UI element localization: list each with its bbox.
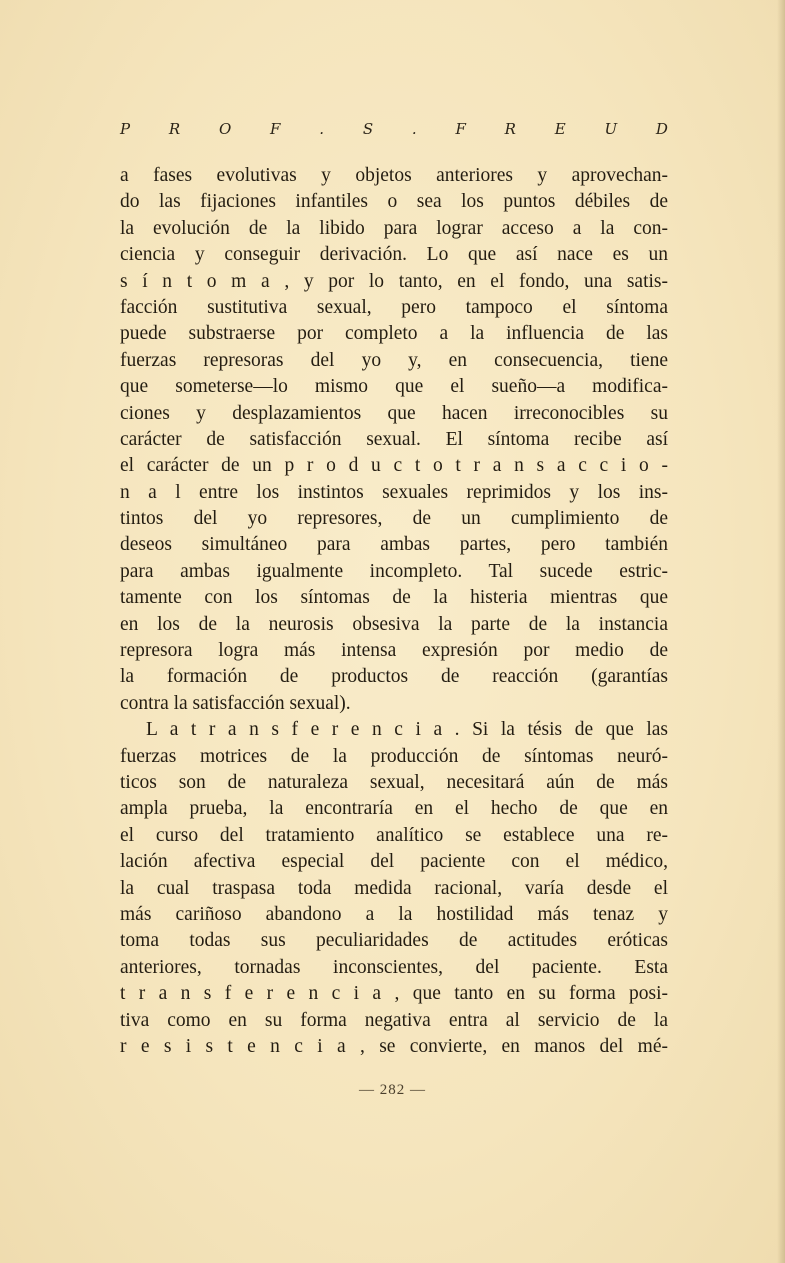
text-line: represora logra más intensa expresión por medio de bbox=[120, 640, 668, 662]
text-line: el curso del tratamiento analítico se establece una re- bbox=[120, 824, 668, 846]
text-line: para ambas igualmente incompleto. Tal sucede estric- bbox=[120, 560, 668, 582]
page-edge-shadow bbox=[777, 0, 785, 1263]
text-line: anteriores, tornadas inconscientes, del paciente. Esta bbox=[120, 956, 668, 978]
text-line: a fases evolutivas y objetos anteriores y aprovechan- bbox=[120, 165, 668, 186]
text-line: r e s i s t e n c i a , se convierte, en manos del mé- bbox=[120, 1035, 668, 1057]
text-line: facción sustitutiva sexual, pero tampoco el síntoma bbox=[120, 296, 668, 318]
text-line: deseos simultáneo para ambas partes, pero también bbox=[120, 534, 668, 556]
text-line: el carácter de un p r o d u c t o t r a n s a c c i o - bbox=[120, 455, 668, 477]
running-head-letter: . bbox=[411, 120, 417, 138]
text-line: lación afectiva especial del paciente con el médico, bbox=[120, 851, 668, 873]
text-line: ampla prueba, la encontraría en el hecho de que en bbox=[120, 798, 668, 820]
text-line: la formación de productos de reacción (garantías bbox=[120, 666, 668, 688]
running-head-letter: F bbox=[455, 120, 466, 138]
text-line: do las fijaciones infantiles o sea los puntos débiles de bbox=[120, 191, 668, 213]
text-line: carácter de satisfacción sexual. El síntoma recibe así bbox=[120, 428, 668, 450]
text-line: ciones y desplazamientos que hacen irreconocibles su bbox=[120, 402, 668, 424]
text-line: tamente con los síntomas de la histeria mientras que bbox=[120, 587, 668, 609]
text-line: tiva como en su forma negativa entra al servicio de la bbox=[120, 1009, 668, 1031]
running-head-letter: P bbox=[120, 120, 131, 138]
running-head-letter: R bbox=[504, 120, 516, 138]
running-head-letter: . bbox=[319, 120, 325, 138]
text-line: la cual traspasa toda medida racional, varía desde el bbox=[120, 877, 668, 899]
text-line: fuerzas represoras del yo y, en consecuencia, tiene bbox=[120, 349, 668, 371]
text-line: en los de la neurosis obsesiva la parte de la instancia bbox=[120, 613, 668, 635]
text-line: toma todas sus peculiaridades de actitudes eróticas bbox=[120, 930, 668, 952]
page-number: — 282 — bbox=[359, 1082, 426, 1098]
text-line: fuerzas motrices de la producción de síntomas neuró- bbox=[120, 745, 668, 767]
body-text bbox=[120, 163, 668, 1060]
text-line: contra la satisfacción sexual). bbox=[120, 692, 351, 714]
text-line: n a l entre los instintos sexuales reprimidos y los ins- bbox=[120, 481, 668, 503]
running-head-letter: U bbox=[604, 120, 618, 138]
text-line: la evolución de la libido para lograr acceso a la con- bbox=[120, 217, 668, 239]
text-line: que someterse—lo mismo que el sueño—a modifica- bbox=[120, 376, 668, 398]
text-line: puede substraerse por completo a la influencia de las bbox=[120, 323, 668, 345]
text-line: s í n t o m a , y por lo tanto, en el fondo, una satis- bbox=[120, 270, 668, 292]
running-head-letter: D bbox=[655, 120, 668, 138]
text-line: ticos son de naturaleza sexual, necesitará aún de más bbox=[120, 771, 668, 793]
text-line: más cariñoso abandono a la hostilidad más tenaz y bbox=[120, 903, 668, 925]
text-line: ciencia y conseguir derivación. Lo que así nace es un bbox=[120, 244, 668, 266]
running-head-letter: E bbox=[554, 120, 566, 138]
running-head-letter: O bbox=[218, 120, 232, 138]
running-head-letter: R bbox=[168, 120, 181, 138]
text-line: L a t r a n s f e r e n c i a . Si la tésis de que las bbox=[146, 719, 668, 741]
running-head bbox=[120, 120, 668, 138]
text-line: tintos del yo represores, de un cumplimiento de bbox=[120, 508, 668, 530]
text-line: t r a n s f e r e n c i a , que tanto en su forma posi- bbox=[120, 983, 668, 1005]
running-head-letter: S bbox=[362, 120, 374, 138]
running-head-letter: F bbox=[270, 120, 281, 138]
